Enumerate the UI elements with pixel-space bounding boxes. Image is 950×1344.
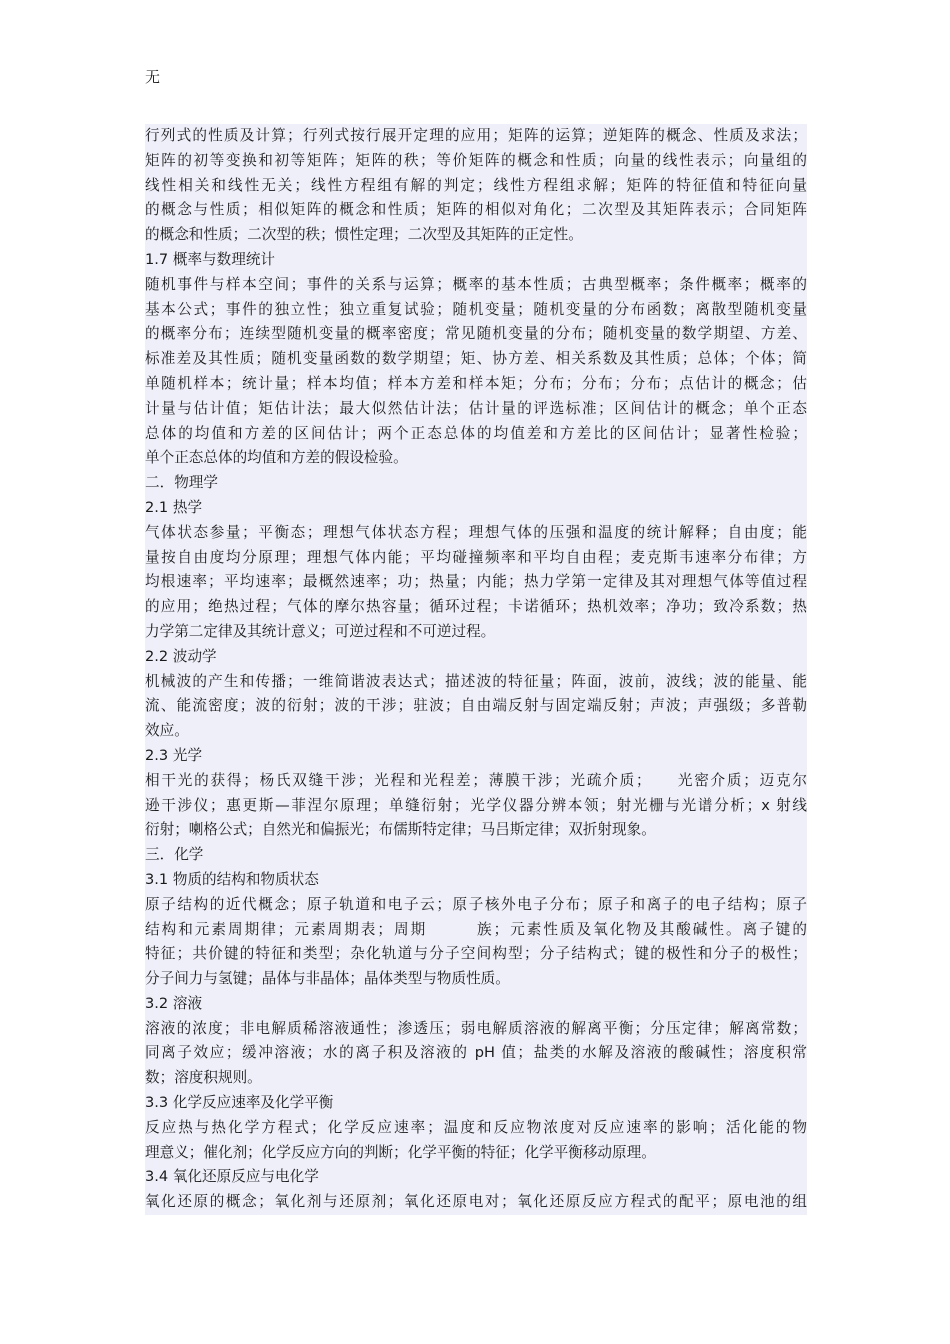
text-line: 分子间力与氢键；晶体与非晶体；晶体类型与物质性质。: [145, 970, 510, 988]
text-line: 同离子效应；缓冲溶液；水的离子积及溶液的 pH 值；盐类的水解及溶液的酸碱性；溶度积常: [145, 1044, 807, 1062]
text-line: 溶液的浓度；非电解质稀溶液通性；渗透压；弱电解质溶液的解离平衡；分压定律；解离常数；: [145, 1019, 807, 1037]
text-line: 原子结构的近代概念；原子轨道和电子云；原子核外电子分布；原子和离子的电子结构；原子: [145, 895, 807, 913]
section-heading: 3.2 溶液: [145, 994, 203, 1012]
text-line: 的概率分布；连续型随机变量的概率密度；常见随机变量的分布；随机变量的数学期望、方差、: [145, 325, 807, 343]
text-line: 流、能流密度；波的衍射；波的干涉；驻波；自由端反射与固定端反射；声波；声强级；多普勒: [145, 697, 807, 715]
section-heading: 3.4 氧化还原反应与电化学: [145, 1168, 319, 1186]
text-line: 的概念和性质；二次型的秩；惯性定理；二次型及其矩阵的正定性。: [145, 226, 583, 244]
text-line: 矩阵的初等变换和初等矩阵；矩阵的秩；等价矩阵的概念和性质；向量的线性表示；向量组的: [145, 151, 807, 169]
text-line: 标准差及其性质；随机变量函数的数学期望；矩、协方差、相关系数及其性质；总体；个体；简: [145, 350, 807, 368]
text-line: 单随机样本；统计量；样本均值；样本方差和样本矩；分布；分布；分布；点估计的概念；估: [145, 374, 807, 392]
text-line: 衍射；喇格公式；自然光和偏振光；布儒斯特定律；马吕斯定律；双折射现象。: [145, 821, 656, 839]
text-line: 相干光的获得；杨氏双缝干涉；光程和光程差；薄膜干涉；光疏介质； 光密介质；迈克尔: [145, 771, 807, 789]
text-line: 特征；共价键的特征和类型；杂化轨道与分子空间构型；分子结构式；键的极性和分子的极性；: [145, 945, 807, 963]
section-heading: 3.1 物质的结构和物质状态: [145, 870, 319, 888]
text-line: 均根速率；平均速率；最概然速率；功；热量；内能；热力学第一定律及其对理想气体等值过程: [145, 573, 807, 591]
text-line: 气体状态参量；平衡态；理想气体状态方程；理想气体的压强和温度的统计解释；自由度；能: [145, 523, 807, 541]
text-line: 机械波的产生和传播；一维简谐波表达式；描述波的特征量；阵面，波前，波线；波的能量、能: [145, 672, 807, 690]
text-line: 结构和元素周期律；元素周期表；周期 族；元素性质及氧化物及其酸碱性。离子键的: [145, 920, 807, 938]
section-heading: 2.2 波动学: [145, 647, 217, 665]
section-heading: 3.3 化学反应速率及化学平衡: [145, 1094, 334, 1112]
text-line: 氧化还原的概念；氧化剂与还原剂；氧化还原电对；氧化还原反应方程式的配平；原电池的组: [145, 1193, 807, 1211]
text-line: 总体的均值和方差的区间估计；两个正态总体的均值差和方差比的区间估计；显著性检验；: [145, 424, 807, 442]
text-line: 反应热与热化学方程式；化学反应速率；温度和反应物浓度对反应速率的影响；活化能的物: [145, 1118, 807, 1136]
text-line: 基本公式；事件的独立性；独立重复试验；随机变量；随机变量的分布函数；离散型随机变量: [145, 300, 807, 318]
text-line: 逊干涉仪；惠更斯—菲涅尔原理；单缝衍射；光学仪器分辨本领；射光栅与光谱分析；x 射线: [145, 796, 807, 814]
text-line: 行列式的性质及计算；行列式按行展开定理的应用；矩阵的运算；逆矩阵的概念、性质及求法；: [145, 127, 807, 144]
page-header: 无: [145, 68, 161, 86]
text-line: 量按自由度均分原理；理想气体内能；平均碰撞频率和平均自由程；麦克斯韦速率分布律；方: [145, 548, 807, 566]
text-line: 数；溶度积规则。: [145, 1069, 262, 1087]
section-heading: 二．物理学: [145, 474, 218, 492]
document-body: [145, 124, 807, 1215]
text-line: 单个正态总体的均值和方差的假设检验。: [145, 449, 408, 467]
section-heading: 2.3 光学: [145, 746, 203, 764]
section-heading: 1.7 概率与数理统计: [145, 250, 276, 268]
text-line: 效应。: [145, 722, 189, 740]
section-heading: 2.1 热学: [145, 498, 203, 516]
text-line: 线性相关和线性无关；线性方程组有解的判定；线性方程组求解；矩阵的特征值和特征向量: [145, 176, 807, 194]
text-line: 计量与估计值；矩估计法；最大似然估计法；估计量的评选标准；区间估计的概念；单个正态: [145, 399, 807, 417]
section-heading: 三．化学: [145, 846, 204, 864]
text-line: 的概念与性质；相似矩阵的概念和性质；矩阵的相似对角化；二次型及其矩阵表示；合同矩阵: [145, 201, 807, 219]
text-line: 力学第二定律及其统计意义；可逆过程和不可逆过程。: [145, 622, 496, 640]
text-line: 理意义；催化剂；化学反应方向的判断；化学平衡的特征；化学平衡移动原理。: [145, 1143, 656, 1161]
text-line: 的应用；绝热过程；气体的摩尔热容量；循环过程；卡诺循环；热机效率；净功；致冷系数；热: [145, 598, 807, 616]
text-line: 随机事件与样本空间；事件的关系与运算；概率的基本性质；古典型概率；条件概率；概率的: [145, 275, 807, 293]
